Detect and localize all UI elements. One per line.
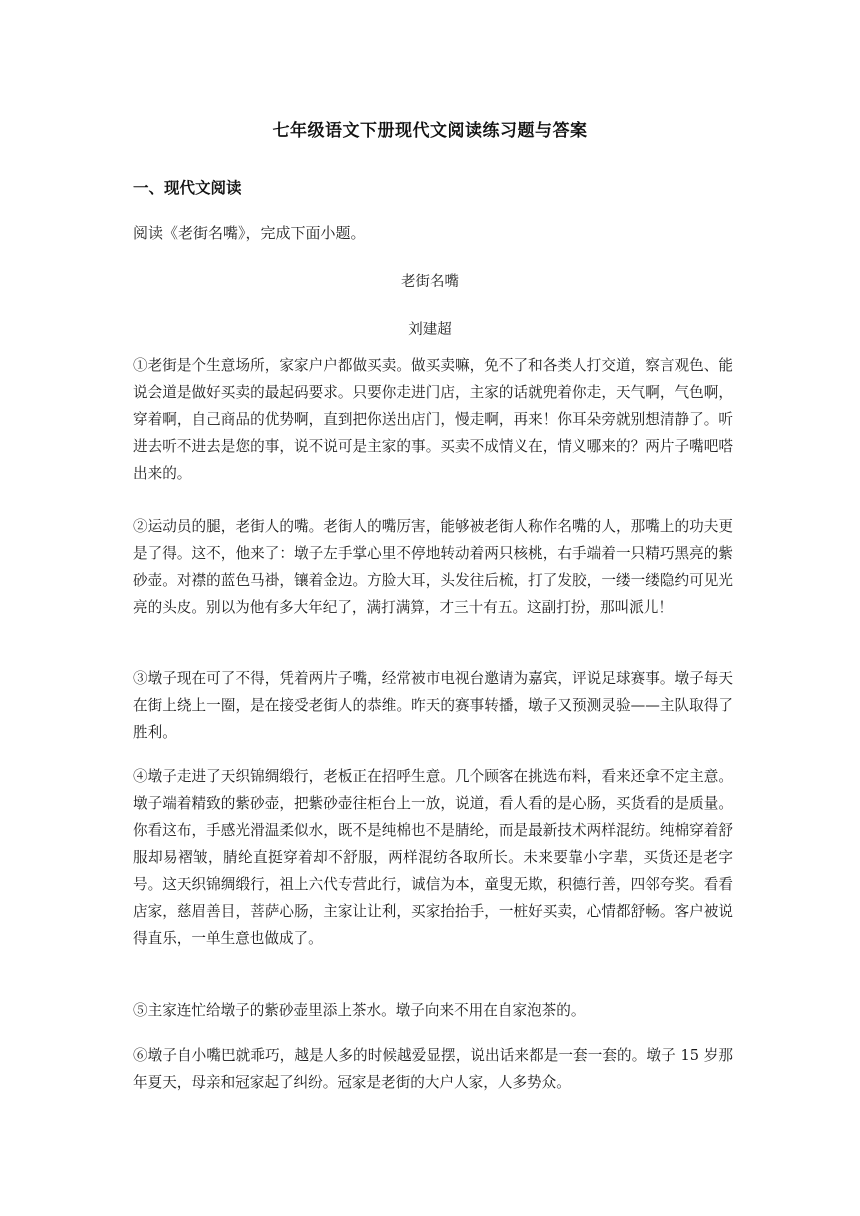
- story-author: 刘建超: [408, 322, 452, 338]
- paragraph-2: ②运动员的腿，老街人的嘴。老街人的嘴厉害，能够被老街人称作名嘴的人，那嘴上的功夫更是了得。这不，他来了：墩子左手掌心里不停地转动着两只核桃，右手端着一只精巧黑亮的紫砂壶。对襟的蓝色马褂，镶着金边。方脸大耳，头发往后梳，打了发胶，一缕一缕隐约可见光亮的头皮。别以为他有多大年纪了，满打满算，才三十有五。这副打扮，那叫派儿！: [133, 518, 733, 616]
- paragraph-4: ④墩子走进了天织锦绸缎行，老板正在招呼生意。几个顾客在挑选布料，看来还拿不定主意。墩子端着精致的紫砂壶，把紫砂壶往柜台上一放，说道，看人看的是心肠，买货看的是质量。你看这布，手感光滑温柔似水，既不是纯棉也不是腈纶，而是最新技术两样混纺。纯棉穿着舒服却易褶皱，腈纶直挺穿着却不舒服，两样混纺各取所长。未来要靠小字辈，买货还是老字号。这天织锦绸缎行，祖上六代专营此行，诚信为本，童叟无欺，积德行善，四邻夸奖。看看店家，慈眉善目，菩萨心肠，主家让让利，买家抬抬手，一桩好买卖，心情都舒畅。客户被说得直乐，一单生意也做成了。: [133, 768, 733, 947]
- document-title: 七年级语文下册现代文阅读练习题与答案: [272, 121, 588, 141]
- paragraph-6: ⑥墩子自小嘴巴就乖巧，越是人多的时候越爱显摆，说出话来都是一套一套的。墩子 15 岁那年夏天，母亲和冠家起了纠纷。冠家是老街的大户人家，人多势众。: [133, 1047, 733, 1091]
- paragraph-5: ⑤主家连忙给墩子的紫砂壶里添上茶水。墩子向来不用在自家泡茶的。: [133, 1002, 586, 1019]
- section-heading: 一、现代文阅读: [133, 179, 242, 197]
- paragraph-1: ①老街是个生意场所，家家户户都做买卖。做买卖嘛，免不了和各类人打交道，察言观色、能说会道是做好买卖的最起码要求。只要你走进门店，主家的话就兜着你走，天气啊，气色啊，穿着啊，自己商品的优势啊，直到把你送出店门，慢走啊，再来！你耳朵旁就别想清静了。听进去听不进去是您的事，说不说可是主家的事。买卖不成情义在，情义哪来的？两片子嘴吧嗒出来的。: [133, 357, 733, 482]
- story-title: 老街名嘴: [401, 274, 459, 290]
- reading-instruction: 阅读《老街名嘴》，完成下面小题。: [133, 224, 366, 242]
- paragraph-3: ③墩子现在可了不得，凭着两片子嘴，经常被市电视台邀请为嘉宾，评说足球赛事。墩子每天在街上绕上一圈，是在接受老街人的恭维。昨天的赛事转播，墩子又预测灵验——主队取得了胜利。: [133, 670, 733, 741]
